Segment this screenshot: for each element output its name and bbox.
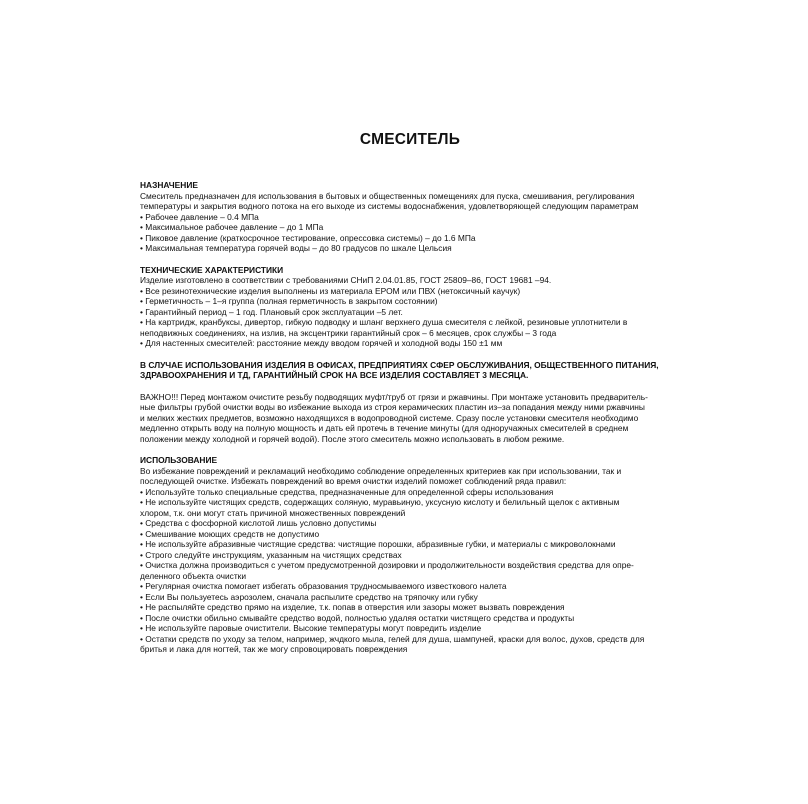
specs-line: • Гарантийный период – 1 год. Плановый срок эксплуатации –5 лет.	[140, 306, 403, 317]
purpose-line: Смеситель предназначен для использования в бытовых и общественных помещениях для пуска, смешивания, регулирования	[140, 190, 635, 201]
usage-line: последующей очистке. Избежать повреждений во время очистки изделий поможет соблюдений ряда правил:	[140, 476, 567, 486]
usage-line: • Если Вы пользуетесь аэрозолем, сначала распылите средство на тряпочку или губку	[140, 591, 478, 602]
specs-section	[140, 265, 680, 349]
usage-line: • Строго следуйте инструкциям, указанным на чистящих средствах	[140, 549, 402, 560]
important-line: и мелких жестких предметов, возможно находящихся в водопроводной системе. Сразу после установки смесителя необходимо	[140, 412, 639, 423]
usage-line: • Используйте только специальные средства, предназначенные для определенной сферы использования	[140, 486, 554, 497]
usage-line: • Смешивание моющих средств не допустимо	[140, 528, 320, 539]
purpose-line: • Рабочее давление – 0.4 МПа	[140, 211, 259, 222]
purpose-line: • Максимальная температура горячей воды – до 80 градусов по шкале Цельсия	[140, 243, 452, 253]
document	[140, 130, 680, 666]
important-section	[140, 392, 680, 445]
usage-line: • Остатки средств по уходу за телом, например, жчдкого мыла, гелей для душа, шампуней, краски для волос, духов, средств для	[140, 633, 645, 644]
important-line: ВАЖНО!!! Перед монтажом очистите резьбу подводящих муфт/труб от грязи и ржавчины. При монтаже установить предваритель-	[140, 391, 648, 402]
purpose-line: • Максимальное рабочее давление – до 1 МПа	[140, 222, 324, 232]
usage-line: • После очистки обильно смывайте средство водой, полностью удаляя остатки чистящего средства и продукты	[140, 612, 575, 623]
purpose-line: температуры и закрытия водного потока на его выходе из системы водоснабжения, удовлетворяющей следующим параметрам	[140, 201, 639, 211]
section-heading-specs: ТЕХНИЧЕСКИЕ ХАРАКТЕРИСТИКИ	[140, 264, 284, 275]
specs-line: • На картридж, кранбуксы, дивертор, гибкую подводку и шланг верхнего душа смесителя с лейкой, резиновые уплотнители в	[140, 317, 628, 327]
specs-line: • Герметичность – 1–я группа (полная герметичность в закрытом состоянии)	[140, 296, 438, 306]
usage-line: • Очистка должна производиться с учетом предусмотренной дозировки и продолжительности воздействия средства для опре-	[140, 560, 634, 570]
usage-line: • Не распыляйте средство прямо на изделие, т.к. попав в отверстия или зазоры может вызвать повреждения	[140, 602, 565, 612]
warranty-notice	[140, 360, 680, 381]
important-line: ные фильтры грубой очистки воды во избежание выхода из строя керамических пластин из–за попадания между ними ржавчины	[140, 402, 645, 412]
usage-line: хлором, т.к. они могут стать причиной множественных повреждений	[140, 507, 406, 518]
specs-line: неподвижных соединениях, на излив, на эксцентрики гарантийный срок – 6 месяцев, срок службы – 3 года	[140, 327, 557, 338]
purpose-section	[140, 180, 680, 254]
important-line: положении между холодной и горячей водой). После этого смеситель можно использовать в любом режиме.	[140, 433, 565, 444]
section-heading-usage: ИСПОЛЬЗОВАНИЕ	[140, 455, 218, 465]
notice-line: В СЛУЧАЕ ИСПОЛЬЗОВАНИЯ ИЗДЕЛИЯ В ОФИСАХ, ПРЕДПРИЯТИЯХ СФЕР ОБСЛУЖИВАНИЯ, ОБЩЕСТВЕННОГО ПИТАНИЯ,	[140, 359, 659, 370]
usage-section	[140, 455, 680, 655]
important-line: медленно открыть воду на полную мощность и дать ей протечь в течение минуты (для одноручажных смесителей в среднем	[140, 423, 629, 433]
usage-line: Во избежание повреждений и рекламаций необходимо соблюдение определенных критериев как при использовании, так и	[140, 465, 622, 476]
usage-line: • Не используйте паровые очистители. Высокие температуры могут повредить изделие	[140, 623, 482, 633]
usage-line: • Не используйте абразивные чистящие средства: чистящие порошки, абразивные губки, и материалы с микроволокнами	[140, 539, 616, 549]
notice-line: ЗДРАВООХРАНЕНИЯ И ТД, ГАРАНТИЙНЫЙ СРОК НА ВСЕ ИЗДЕЛИЯ СОСТАВЛЯЕТ 3 МЕСЯЦА.	[140, 370, 529, 380]
usage-line: бритья и лака для ногтей, так же могу спровоцировать повреждения	[140, 644, 408, 654]
section-heading-purpose: НАЗНАЧЕНИЕ	[140, 180, 198, 190]
purpose-line: • Пиковое давление (краткосрочное тестирование, опрессовка системы) – до 1.6 МПа	[140, 232, 476, 243]
usage-line: • Не используйте чистящих средств, содержащих соляную, муравьиную, уксусную кислоту и белильный щелок с активным	[140, 497, 620, 507]
page-title: СМЕСИТЕЛЬ	[359, 131, 461, 148]
specs-line: Изделие изготовлено в соответствии с требованиями СНиП 2.04.01.85, ГОСТ 25809–86, ГОСТ 19681 –94.	[140, 275, 552, 285]
usage-line: деленного объекта очистки	[140, 570, 247, 581]
usage-line: • Регулярная очистка помогает избегать образования трудносмываемого известкового налета	[140, 581, 507, 591]
usage-line: • Средства с фосфорной кислотой лишь условно допустимы	[140, 518, 377, 528]
specs-line: • Для настенных смесителей: расстояние между вводом горячей и холодной воды 150 ±1 мм	[140, 338, 503, 348]
specs-line: • Все резинотехнические изделия выполнены из материала EPOM или ПВХ (нетоксичный каучук)	[140, 285, 521, 296]
